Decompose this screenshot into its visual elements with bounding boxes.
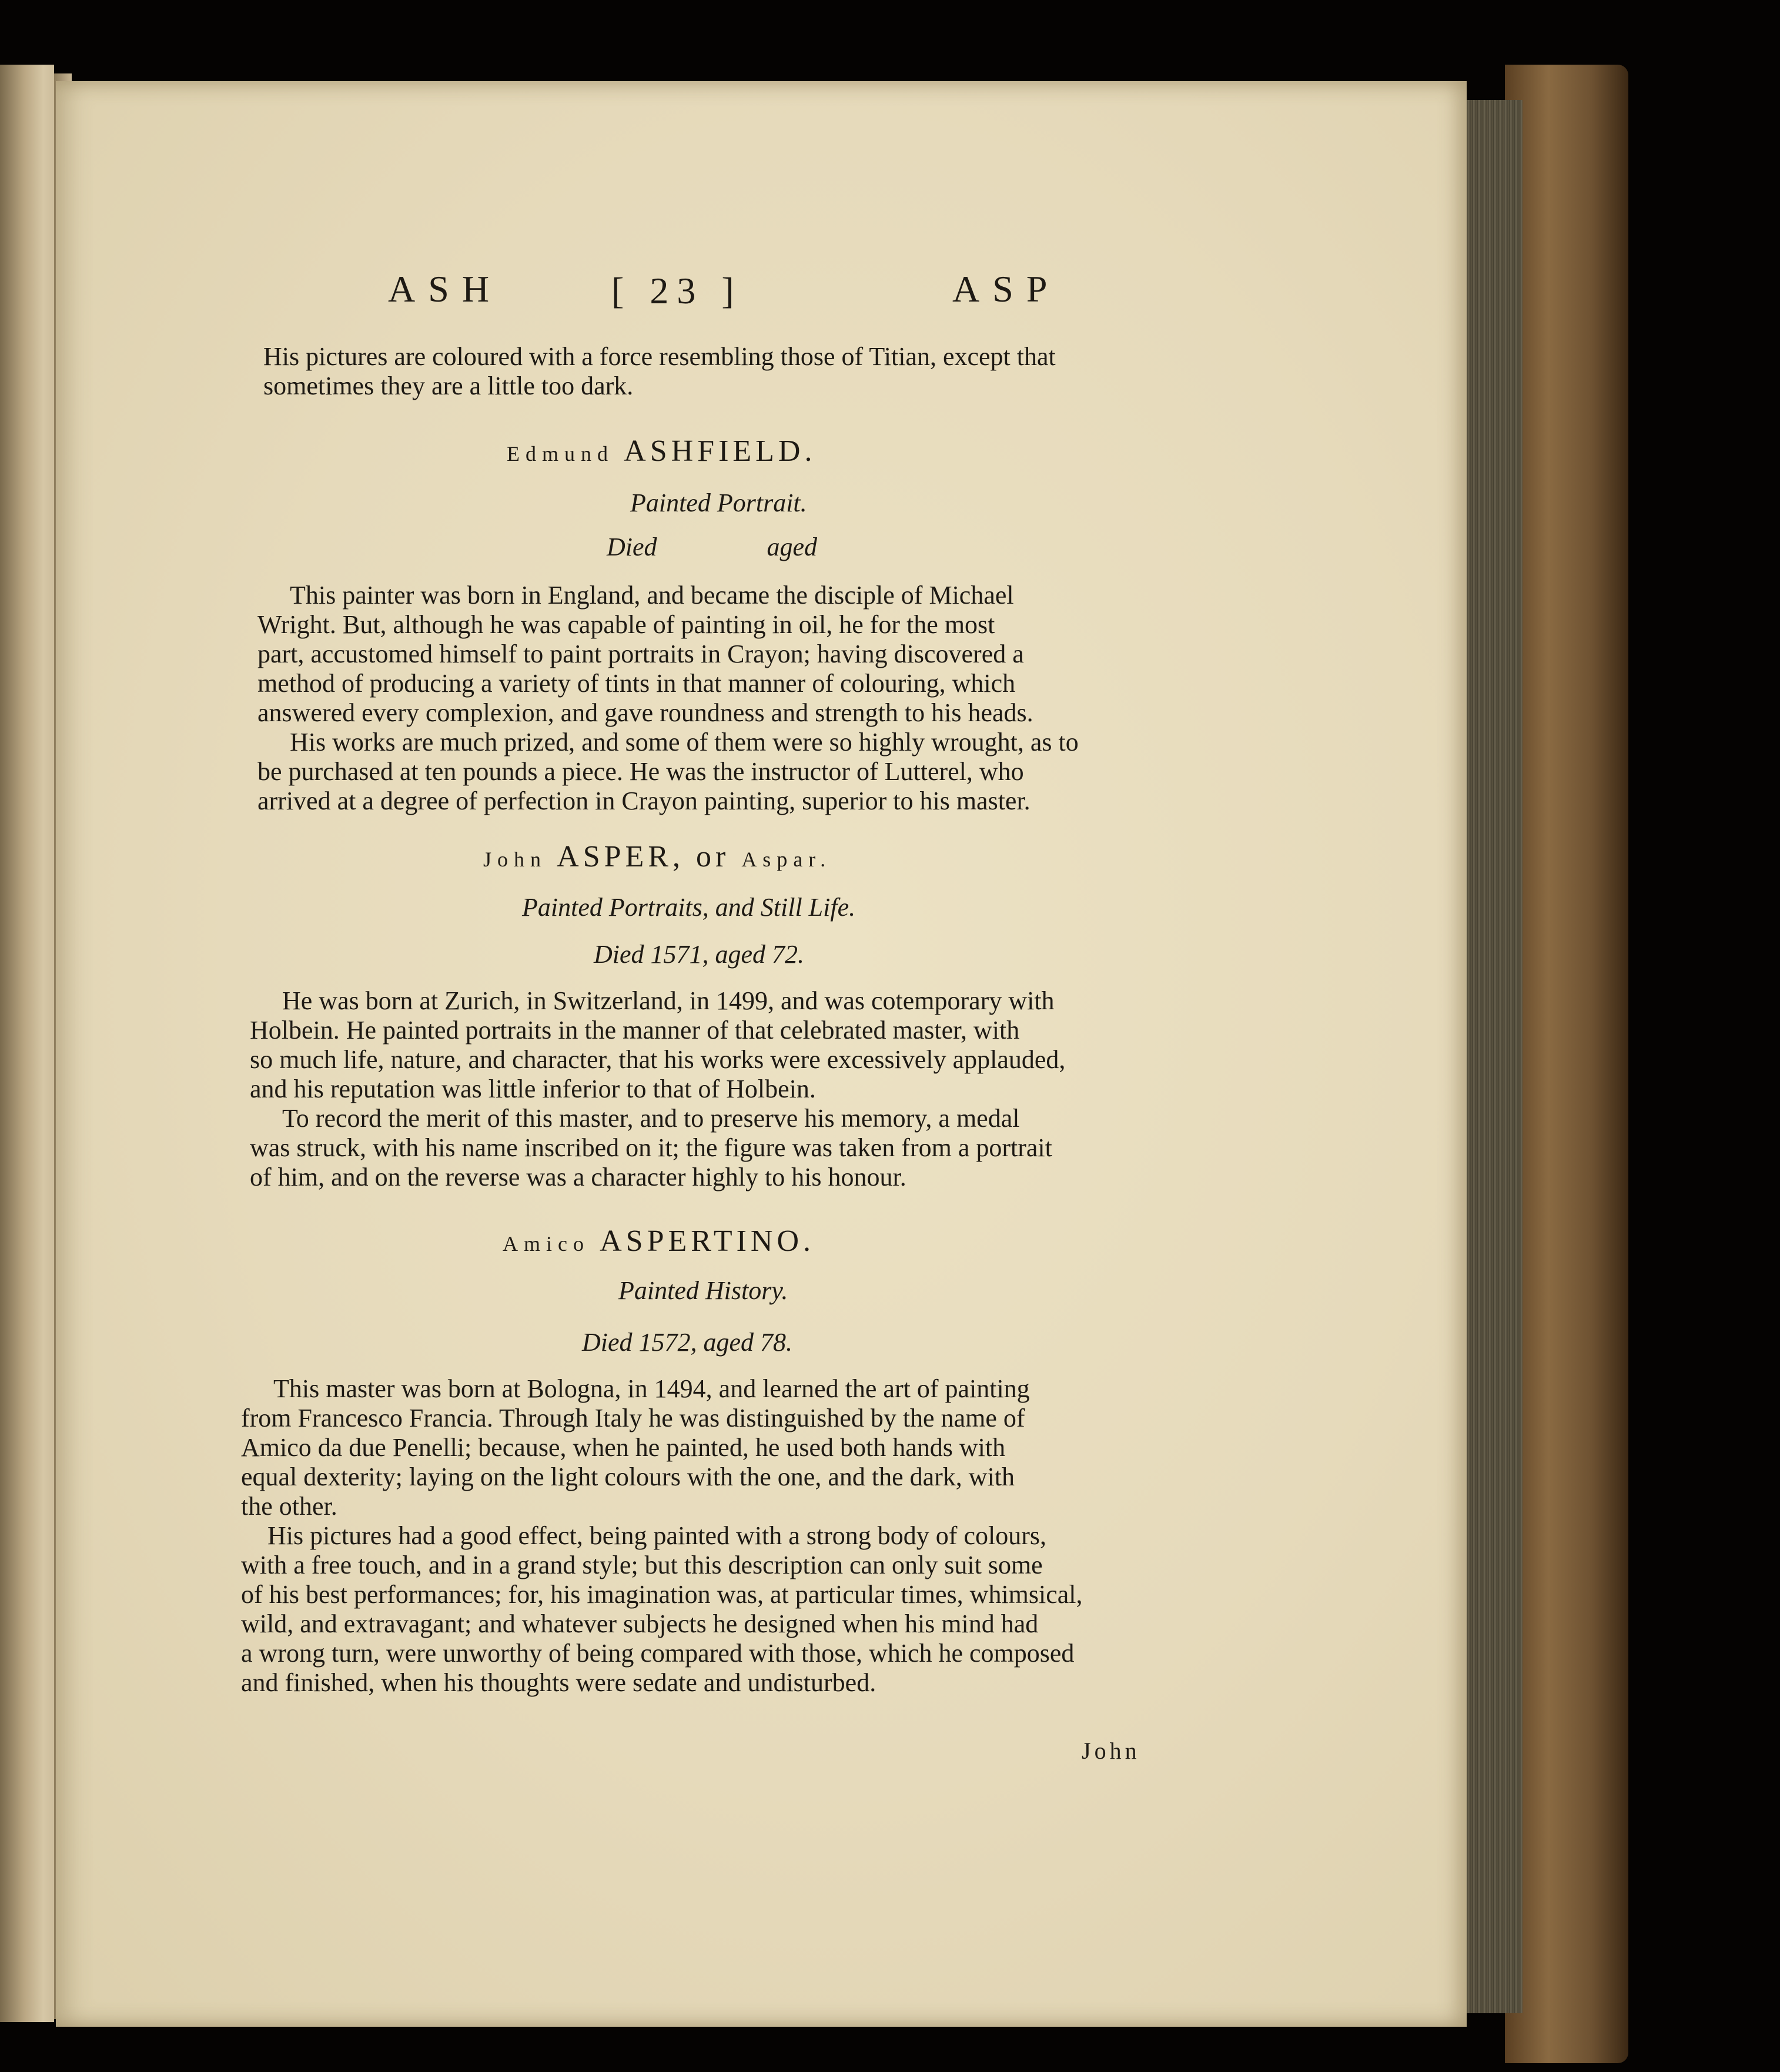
text-line: His pictures are coloured with a force resembling those of Titian, except that	[263, 342, 1056, 371]
entry-died: Died 1571, aged 72.	[594, 940, 805, 969]
text-line: the other.	[241, 1492, 337, 1521]
facing-page-edge	[0, 65, 54, 2022]
text-line: and finished, when his thoughts were sedate and undisturbed.	[241, 1668, 876, 1697]
entry-painted: Painted Portrait.	[630, 488, 807, 517]
text-line: a wrong turn, were unworthy of being compared with those, which he composed	[241, 1639, 1075, 1668]
entry-surname: ASHFIELD.	[624, 434, 817, 468]
text-line: equal dexterity; laying on the light colours with the one, and the dark, with	[241, 1462, 1015, 1491]
entry-first-name: John	[483, 848, 547, 871]
text-line: sometimes they are a little too dark.	[263, 371, 634, 400]
text-line: To record the merit of this master, and to preserve his memory, a medal	[282, 1104, 1020, 1133]
text-line: with a free touch, and in a grand style; but this description can only suit some	[241, 1551, 1043, 1579]
text-line: His pictures had a good effect, being painted with a strong body of colours,	[267, 1521, 1046, 1550]
leather-cover	[1505, 65, 1628, 2063]
text-line: part, accustomed himself to paint portraits in Crayon; having discovered a	[257, 640, 1024, 668]
entry-painted: Painted History.	[618, 1276, 788, 1305]
page-fore-edge	[1467, 100, 1523, 2013]
entry-alt-name: Aspar.	[741, 848, 832, 871]
running-head-right: ASP	[952, 268, 1060, 310]
entry-surname: ASPER, or	[557, 840, 730, 873]
text-line: be purchased at ten pounds a piece. He was the instructor of Lutterel, who	[257, 757, 1024, 786]
entry-paragraph	[250, 986, 1065, 1104]
entry-died: Died aged	[607, 533, 818, 561]
text-line: from Francesco Francia. Through Italy he was distinguished by the name of	[241, 1404, 1025, 1432]
entry-paragraph	[241, 1374, 1030, 1521]
text-line: arrived at a degree of perfection in Crayon painting, superior to his master.	[257, 786, 1030, 815]
entry-died: Died 1572, aged 78.	[582, 1328, 793, 1357]
text-line: He was born at Zurich, in Switzerland, in 1499, and was cotemporary with	[282, 986, 1055, 1015]
entry-first-name: Amico	[503, 1232, 590, 1256]
text-line: method of producing a variety of tints in that manner of colouring, which	[257, 669, 1016, 698]
text-line: Amico da due Penelli; because, when he painted, he used both hands with	[241, 1433, 1006, 1462]
text-line: Wright. But, although he was capable of painting in oil, he for the most	[257, 610, 995, 639]
text-line: of his best performances; for, his imagination was, at particular times, whimsical,	[241, 1580, 1083, 1609]
page-number: [ 23 ]	[611, 270, 742, 312]
text-line: His works are much prized, and some of them were so highly wrought, as to	[290, 728, 1079, 757]
running-head-left: ASH	[388, 268, 503, 310]
entry-heading	[507, 434, 816, 468]
text-line: wild, and extravagant; and whatever subjects he designed when his mind had	[241, 1609, 1039, 1638]
entry-first-name: Edmund	[507, 442, 614, 466]
intro-text	[263, 342, 1056, 401]
entry-paragraph	[241, 1521, 1083, 1698]
entry-heading	[483, 839, 831, 874]
text-line: This master was born at Bologna, in 1494, and learned the art of painting	[273, 1374, 1030, 1403]
entry-paragraph	[257, 581, 1033, 728]
entry-heading	[503, 1224, 815, 1258]
text-line: was struck, with his name inscribed on it; the figure was taken from a portrait	[250, 1133, 1052, 1162]
text-line: and his reputation was little inferior to that of Holbein.	[250, 1075, 816, 1103]
text-line: answered every complexion, and gave roundness and strength to his heads.	[257, 698, 1033, 727]
text-line: of him, and on the reverse was a character highly to his honour.	[250, 1163, 906, 1191]
entry-painted: Painted Portraits, and Still Life.	[522, 893, 856, 922]
entry-paragraph	[257, 728, 1079, 816]
entry-surname: ASPERTINO.	[600, 1224, 815, 1258]
catchword: John	[1082, 1738, 1140, 1764]
text-line: This painter was born in England, and became the disciple of Michael	[290, 581, 1014, 610]
entry-paragraph	[250, 1104, 1052, 1192]
text-line: Holbein. He painted portraits in the manner of that celebrated master, with	[250, 1016, 1020, 1045]
text-line: so much life, nature, and character, that his works were excessively applauded,	[250, 1045, 1066, 1074]
